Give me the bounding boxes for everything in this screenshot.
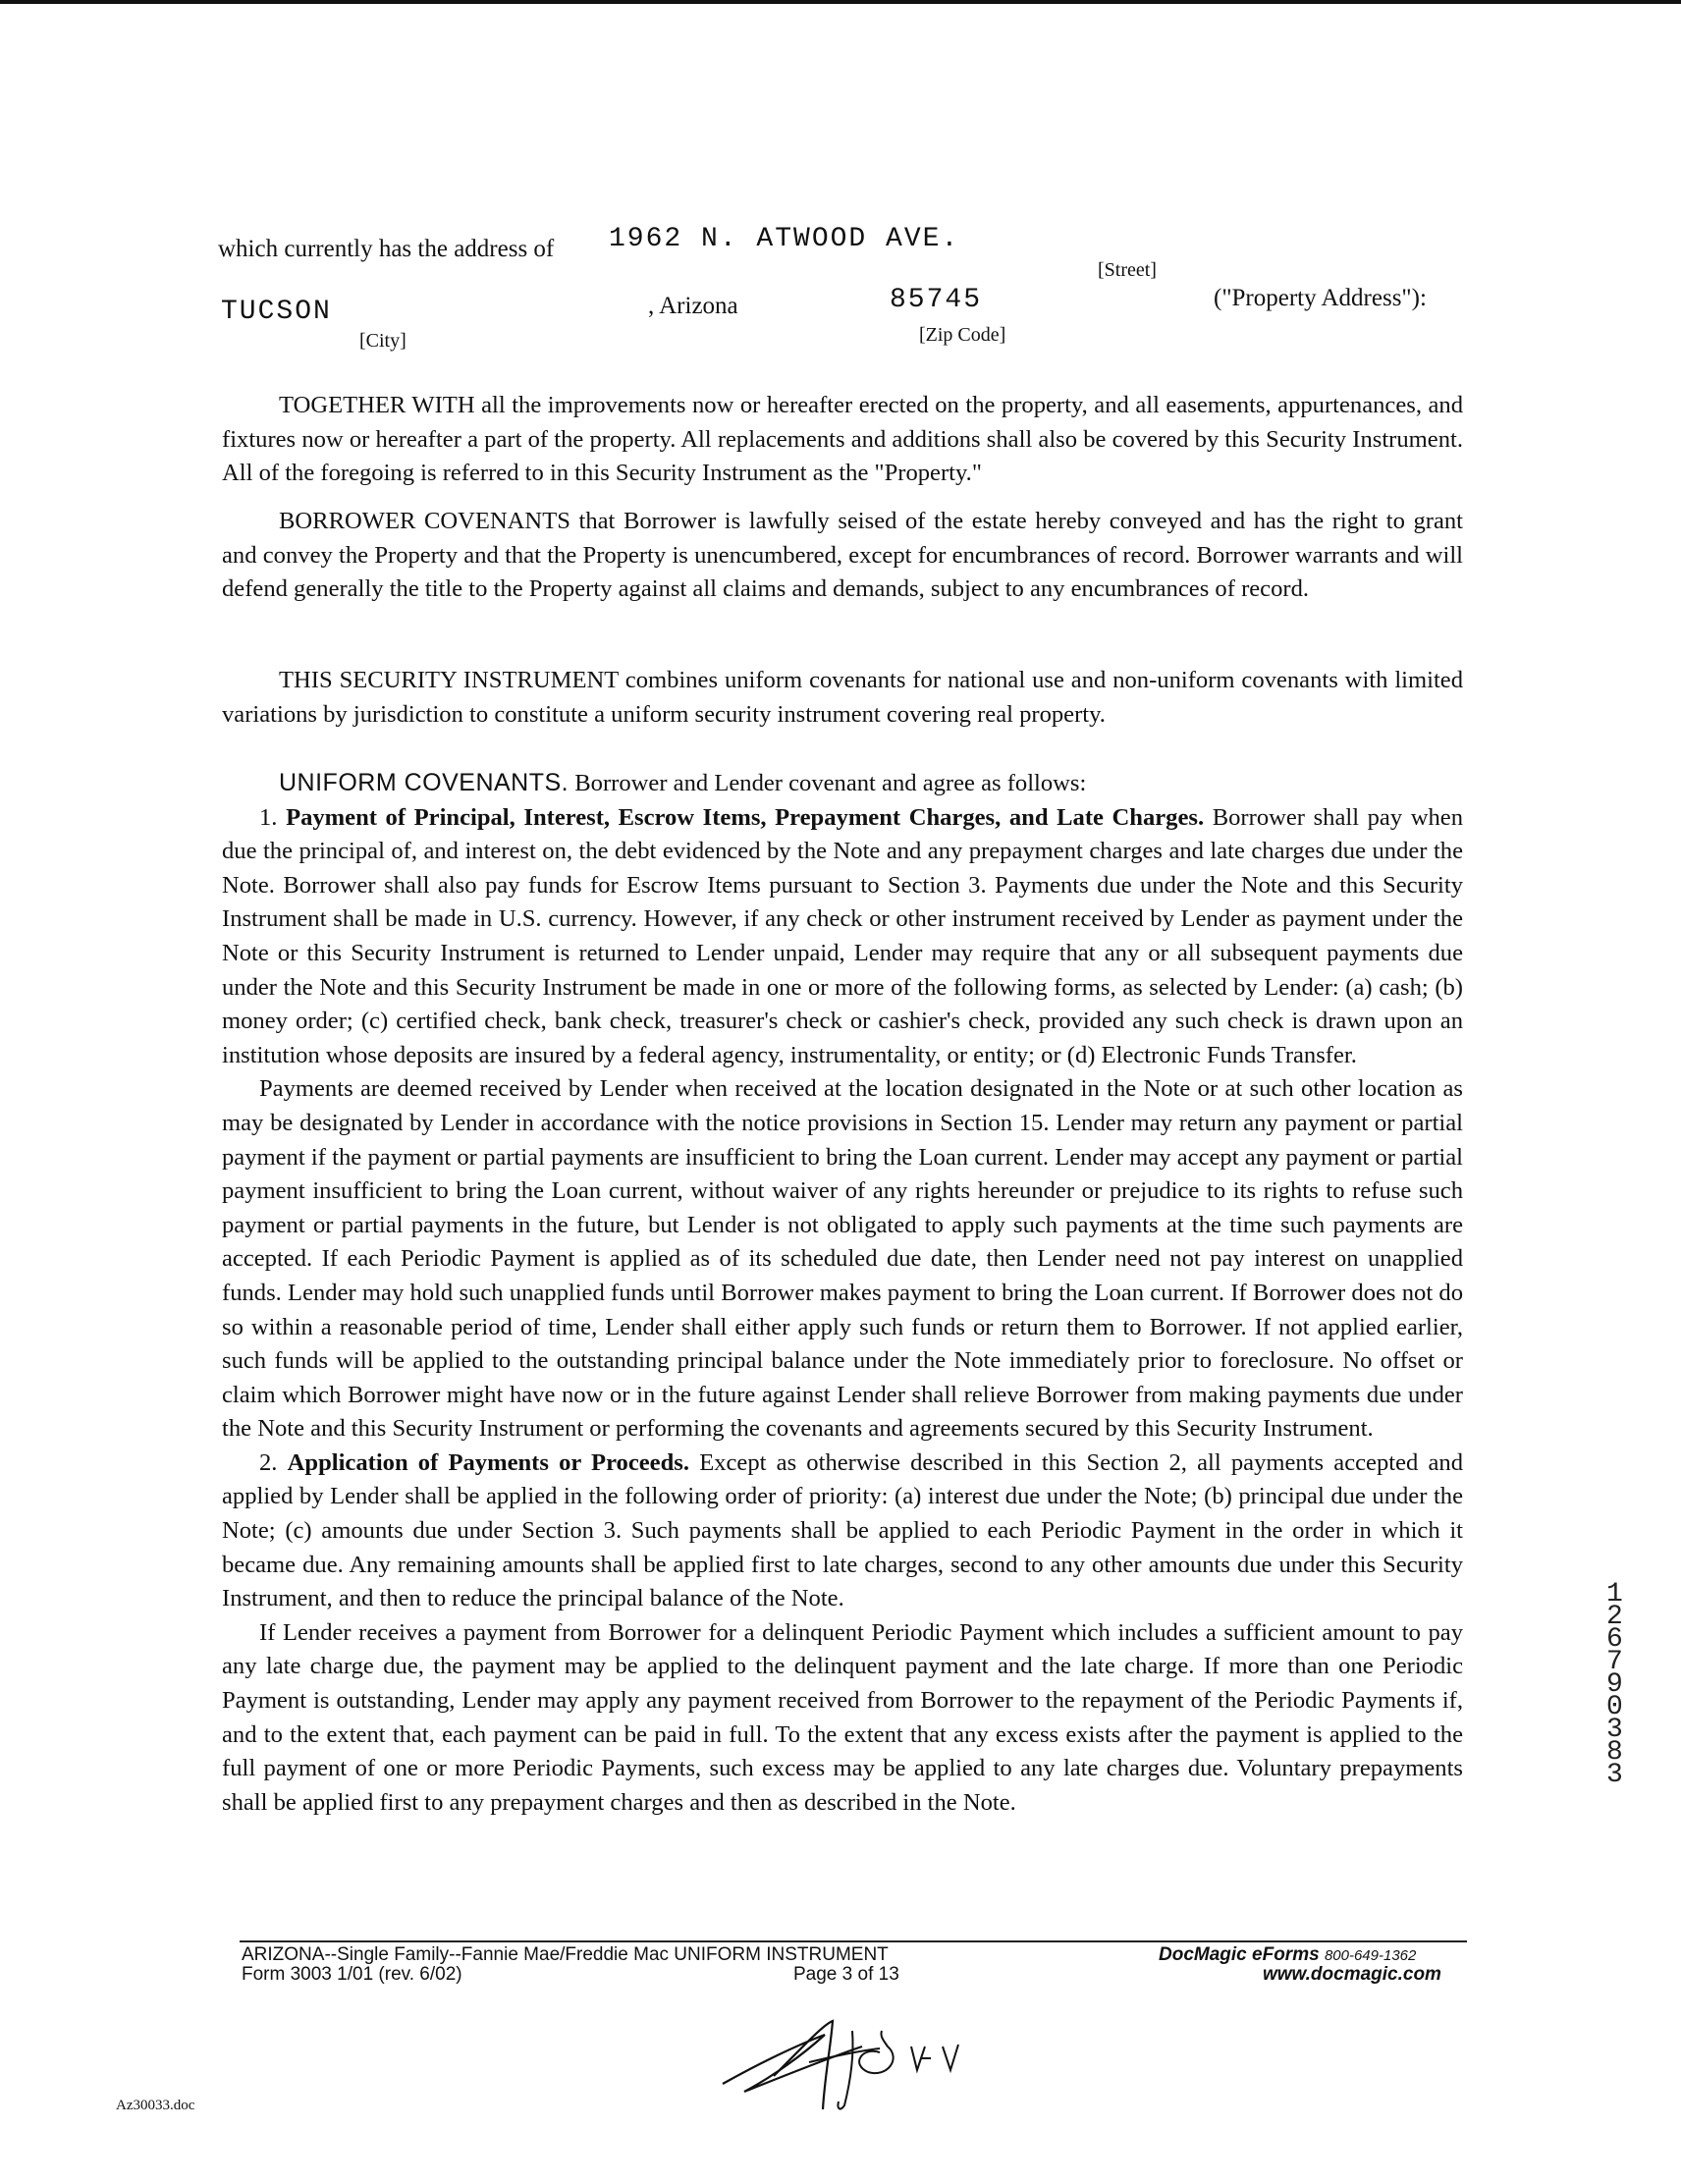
borrower-initials-signature: [715, 2007, 1068, 2115]
website-link: www.docmagic.com: [1263, 1964, 1441, 1985]
section-1-paragraph: [222, 801, 1463, 1073]
section-1-title: Payment of Principal, Interest, Escrow Items, Prepayment Charges, and Late Charges.: [286, 803, 1205, 831]
security-instrument-paragraph: THIS SECURITY INSTRUMENT combines uniform covenants for national use and non-uniform covenants with limited variations by jurisdiction to constitute a uniform security instrument covering real property.: [222, 667, 1463, 728]
uniform-covenants-text: Borrower and Lender covenant and agree as follows:: [574, 770, 1087, 796]
section-2-delinquent-paragraph: If Lender receives a payment from Borrower for a delinquent Periodic Payment which includes a sufficient amount to pay any late charge due, the payment may be applied to the delinquent payment and the late charge. If more than one Periodic Payment is outstanding, Lender may apply any payment received from Borrower to the repayment of the Periodic Payments if, and to the extent that, each payment can be paid in full. To the extent that any excess exists after the payment is applied to the full payment of one or more Periodic Payments, such excess may be applied to any late charges due. Voluntary prepayments shall be applied first to any prepayment charges and then as described in the Note.: [222, 1618, 1463, 1816]
zip-label: [Zip Code]: [919, 324, 1006, 346]
section-1-number: 1.: [259, 803, 278, 831]
section-2-title: Application of Payments or Proceeds.: [287, 1448, 689, 1476]
section-2-text: Except as otherwise described in this Section 2, all payments accepted and applied by Lender shall be applied in the following order of priority: (a) interest due under the Note; (b) principal due under the Note; (c) amounts due under Section 3. Such payments shall be applied to each Periodic Payment in the order in which it became due. Any remaining amounts shall be applied first to late charges, second to any other amounts due under this Security Instrument, and then to reduce the principal balance of the Note.: [222, 1448, 1463, 1612]
footer-rule: [240, 1940, 1467, 1942]
side-document-number: 12679 0383: [1606, 1579, 1623, 1790]
uniform-covenants-intro: [222, 766, 1463, 801]
together-with-section: [222, 389, 1463, 491]
brand-phone: 800-649-1362: [1324, 1947, 1417, 1964]
top-border: [0, 0, 1681, 4]
address-intro: which currently has the address of: [218, 236, 555, 262]
section-2-number: 2.: [259, 1448, 278, 1476]
form-title: ARIZONA--Single Family--Fannie Mae/Freddie Mac UNIFORM INSTRUMENT: [242, 1944, 889, 1965]
street-value: 1962 N. ATWOOD AVE.: [609, 224, 960, 254]
document-filename: Az30033.doc: [116, 2098, 195, 2113]
borrower-covenants-paragraph: BORROWER COVENANTS that Borrower is lawfully seised of the estate hereby conveyed and has the right to grant and convey the Property and that the Property is unencumbered, except for encumbrances of record. Borrower warrants and will defend generally the title to the Property against all claims and demands, subject to any encumbrances of record.: [222, 508, 1463, 603]
city-label: [City]: [359, 330, 407, 352]
zip-value: 85745: [890, 285, 983, 315]
uniform-covenants-heading: UNIFORM COVENANTS.: [279, 769, 569, 796]
together-with-paragraph: TOGETHER WITH all the improvements now or hereafter erected on the property, and all easements, appurtenances, and fixtures now or hereafter a part of the property. All replacements and additions shall also be covered by this Security Instrument. All of the foregoing is referred to in this Security Instrument as the "Property.": [222, 392, 1463, 487]
uniform-covenants-section: [222, 766, 1463, 1820]
section-1-text: Borrower shall pay when due the principal of, and interest on, the debt evidenced by the Note and any prepayment charges and late charges due under the Note. Borrower shall also pay funds for Escrow Items pursuant to Section 3. Payments due under the Note and this Security Instrument shall be made in U.S. currency. However, if any check or other instrument received by Lender as payment under the Note or this Security Instrument is returned to Lender unpaid, Lender may require that any or all subsequent payments due under the Note and this Security Instrument be made in one or more of the following forms, as selected by Lender: (a) cash; (b) money order; (c) certified check, bank check, treasurer's check or cashier's check, provided any such check is drawn upon an institution whose deposits are insured by a federal agency, instrumentality, or entity; or (d) Electronic Funds Transfer.: [222, 803, 1464, 1068]
state-value: , Arizona: [648, 293, 738, 319]
form-number: Form 3003 1/01 (rev. 6/02): [242, 1964, 462, 1985]
borrower-covenants-section: [222, 505, 1463, 607]
property-address-label: ("Property Address"):: [1214, 285, 1427, 311]
section-2-paragraph: [222, 1447, 1463, 1616]
brand-name: DocMagic eForms: [1159, 1944, 1320, 1965]
page-number: Page 3 of 13: [793, 1964, 899, 1985]
docmagic-brand: [1159, 1944, 1416, 1966]
security-instrument-section: [222, 664, 1463, 732]
city-value: TUCSON: [221, 297, 332, 327]
street-label: [Street]: [1098, 259, 1157, 281]
section-1-payments-paragraph: Payments are deemed received by Lender when received at the location designated in the Note or at such other location as may be designated by Lender in accordance with the notice provisions in Section 15. Lender may return any payment or partial payment if the payment or partial payments are insufficient to bring the Loan current. Lender may accept any payment or partial payment insufficient to bring the Loan current, without waiver of any rights hereunder or prejudice to its rights to refuse such payment or partial payments in the future, but Lender is not obligated to apply such payments at the time such payments are accepted. If each Periodic Payment is applied as of its scheduled due date, then Lender need not pay interest on unapplied funds. Lender may hold such unapplied funds until Borrower makes payment to bring the Loan current. If Borrower does not do so within a reasonable period of time, Lender shall either apply such funds or return them to Borrower. If not applied earlier, such funds will be applied to the outstanding principal balance under the Note immediately prior to foreclosure. No offset or claim which Borrower might have now or in the future against Lender shall relieve Borrower from making payments due under the Note and this Security Instrument or performing the covenants and agreements secured by this Security Instrument.: [222, 1075, 1463, 1443]
